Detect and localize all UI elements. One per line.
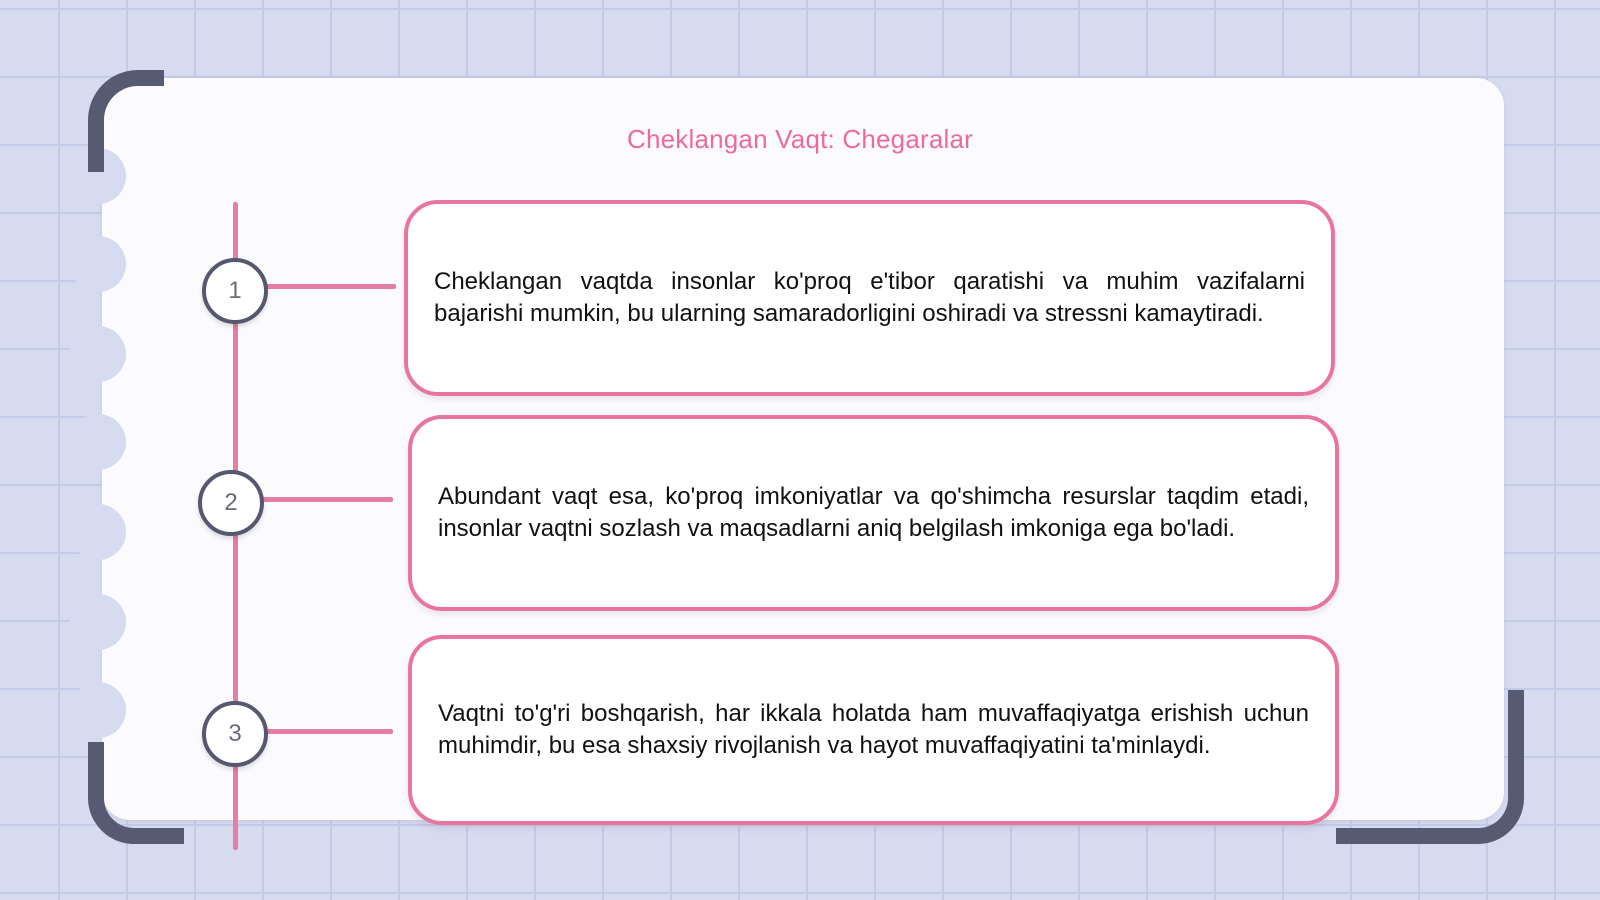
timeline-card-3 (408, 635, 1339, 825)
binder-notch (70, 414, 126, 470)
frame-corner-bottom-left (88, 742, 184, 844)
timeline-number: 2 (224, 489, 238, 516)
binder-notch (70, 504, 126, 560)
timeline-connector (264, 729, 393, 734)
slide-title: Cheklangan Vaqt: Chegaralar (626, 124, 974, 154)
timeline-number: 3 (228, 720, 242, 747)
frame-corner-bottom-right (1336, 690, 1524, 844)
timeline-connector (264, 284, 396, 289)
timeline-card-text: Vaqtni to'g'ri boshqarish, har ikkala holatda ham muvaffaqiyatga erishish uchun muhimdir, bu esa shaxsiy rivojlanish va hayot muvaffaqiyatini ta'minlaydi. (438, 700, 1309, 759)
frame-corner-top-left (88, 70, 164, 172)
timeline-number: 1 (228, 277, 242, 304)
timeline-card-text: Cheklangan vaqtda insonlar ko'proq e'tibor qaratishi va muhim vazifalarni bajarishi mumkin, bu ularning samaradorligini oshiradi va stressni kamaytiradi. (434, 268, 1305, 327)
timeline-marker-3 (202, 701, 268, 767)
binder-notch (70, 326, 126, 382)
timeline-card-2 (408, 415, 1339, 611)
timeline-connector (260, 497, 393, 502)
timeline-card-1 (404, 200, 1335, 396)
binder-notch (70, 682, 126, 738)
binder-notch (70, 594, 126, 650)
timeline-card-text: Abundant vaqt esa, ko'proq imkoniyatlar va qo'shimcha resurslar taqdim etadi, insonlar vaqtni sozlash va maqsadlarni aniq belgilash imkoniga ega bo'ladi. (438, 483, 1309, 542)
binder-notch (70, 236, 126, 292)
timeline-marker-1 (202, 258, 268, 324)
timeline-marker-2 (198, 470, 264, 536)
